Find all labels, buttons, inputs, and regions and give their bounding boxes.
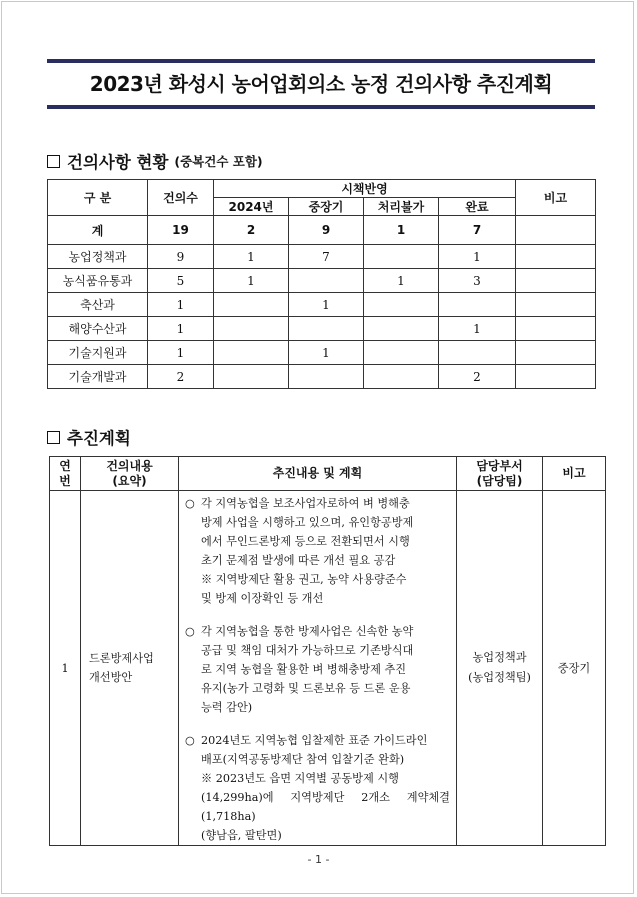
total-longterm: 9: [289, 216, 364, 245]
circle-bullet-icon: ○: [185, 625, 195, 638]
cell-longterm: 1: [289, 293, 364, 317]
header-impossible: 처리불가: [364, 198, 439, 216]
cell-2024: [214, 341, 289, 365]
cell-remark: [516, 245, 596, 269]
plan-block: [185, 622, 450, 717]
cell-done: 1: [439, 317, 516, 341]
plan-line: ※ 지역방제단 활용 권고, 농약 사용량준수: [201, 573, 407, 586]
dept-line1: 농업정책과: [472, 651, 527, 664]
checkbox-square-icon: [47, 431, 60, 444]
header-reflect: 시책반영: [214, 180, 516, 198]
cell-longterm: [289, 317, 364, 341]
cell-remark: [516, 365, 596, 389]
plan-line: 공급 및 책임 대처가 가능하므로 기존방식대: [201, 644, 414, 657]
dept-name: 기술개발과: [48, 365, 148, 389]
row-number: 1: [50, 491, 81, 846]
header-no: [50, 457, 81, 491]
table-row: [48, 269, 596, 293]
cell-remark: [516, 269, 596, 293]
header-dept-line2: (담당팀): [476, 473, 523, 488]
header-dept: [457, 457, 543, 491]
plan-block: [185, 494, 450, 608]
section-heading-plan: [47, 425, 131, 449]
cell-2024: [214, 317, 289, 341]
cell-impossible: [364, 317, 439, 341]
summary-line2: 개선방안: [89, 671, 133, 684]
total-impossible: 1: [364, 216, 439, 245]
cell-impossible: [364, 293, 439, 317]
cell-done: 2: [439, 365, 516, 389]
plan-line: (14,299ha)에 지역방제단 2개소 계약체결(1,718ha): [201, 791, 450, 823]
plan-line: ※ 2023년도 읍면 지역별 공동방제 시행: [201, 772, 399, 785]
table-row: [50, 491, 606, 846]
plan-line: 각 지역농협을 통한 방제사업은 신속한 농약: [201, 625, 414, 638]
cell-count: 2: [148, 365, 214, 389]
total-remark: [516, 216, 596, 245]
row-summary: [81, 491, 179, 846]
page-number: - 1 -: [307, 853, 330, 866]
page-title: 2023년 화성시 농어업회의소 농정 건의사항 추진계획: [89, 72, 553, 96]
dept-name: 기술지원과: [48, 341, 148, 365]
plan-line: 방제 사업을 시행하고 있으며, 유인항공방제: [201, 516, 414, 529]
table-row: [48, 341, 596, 365]
dept-name: 농업정책과: [48, 245, 148, 269]
cell-remark: [516, 317, 596, 341]
cell-impossible: [364, 245, 439, 269]
summary-line1: 드론방제사업: [89, 652, 154, 665]
table-row: [48, 317, 596, 341]
cell-2024: 1: [214, 245, 289, 269]
cell-remark: [516, 293, 596, 317]
title-band: [47, 59, 595, 109]
section-note: (중복건수 포함): [174, 154, 263, 169]
header-remark: 비고: [543, 457, 606, 491]
cell-remark: [516, 341, 596, 365]
plan-line: 로 지역 농협을 활용한 벼 병해충방제 추진: [201, 663, 407, 676]
plan-table: [49, 456, 606, 846]
cell-impossible: [364, 365, 439, 389]
plan-line: 및 방제 이장확인 등 개선: [201, 592, 324, 605]
row-dept: [457, 491, 543, 846]
circle-bullet-icon: ○: [185, 497, 195, 510]
total-label: 계: [48, 216, 148, 245]
plan-line: 초기 문제점 발생에 따른 개선 필요 공감: [201, 554, 396, 567]
total-done: 7: [439, 216, 516, 245]
plan-line: 배포(지역공동방제단 참여 입찰기준 완화): [201, 753, 405, 766]
header-count: 건의수: [148, 180, 214, 216]
cell-2024: [214, 293, 289, 317]
header-no-line1: 연: [59, 458, 71, 473]
header-2024: 2024년: [214, 198, 289, 216]
table-row: [48, 365, 596, 389]
checkbox-square-icon: [47, 155, 60, 168]
table-row: [48, 293, 596, 317]
total-count: 19: [148, 216, 214, 245]
cell-longterm: 1: [289, 341, 364, 365]
total-2024: 2: [214, 216, 289, 245]
cell-impossible: [364, 341, 439, 365]
header-remark: 비고: [516, 180, 596, 216]
total-row: [48, 216, 596, 245]
dept-line2: (농업정책팀): [468, 671, 531, 684]
status-table: [47, 179, 596, 389]
section-heading-status: [47, 149, 263, 173]
cell-count: 1: [148, 317, 214, 341]
header-longterm: 중장기: [289, 198, 364, 216]
section-title: 건의사항 현황: [67, 153, 169, 172]
section-title: 추진계획: [67, 429, 131, 448]
dept-name: 농식품유통과: [48, 269, 148, 293]
header-no-line2: 번: [59, 473, 71, 488]
cell-done: [439, 341, 516, 365]
cell-2024: 1: [214, 269, 289, 293]
circle-bullet-icon: ○: [185, 734, 195, 747]
row-remark: 중장기: [543, 491, 606, 846]
cell-done: [439, 293, 516, 317]
header-summary-line1: 건의내용: [106, 458, 153, 473]
header-dept-line1: 담당부서: [476, 458, 523, 473]
plan-line: 에서 무인드론방제 등으로 전환되면서 시행: [201, 535, 410, 548]
plan-line: (향남읍, 팔탄면): [201, 829, 282, 842]
cell-count: 1: [148, 341, 214, 365]
cell-longterm: [289, 365, 364, 389]
cell-count: 1: [148, 293, 214, 317]
cell-count: 5: [148, 269, 214, 293]
plan-line: 2024년도 지역농협 입찰제한 표준 가이드라인: [201, 734, 428, 747]
cell-done: 3: [439, 269, 516, 293]
plan-block: [185, 731, 450, 845]
table-row: [48, 245, 596, 269]
header-category: 구 분: [48, 180, 148, 216]
cell-longterm: 7: [289, 245, 364, 269]
plan-content: [179, 491, 457, 846]
plan-line: 각 지역농협을 보조사업자로하여 벼 병해충: [201, 497, 410, 510]
header-summary: [81, 457, 179, 491]
dept-name: 해양수산과: [48, 317, 148, 341]
cell-2024: [214, 365, 289, 389]
dept-name: 축산과: [48, 293, 148, 317]
header-done: 완료: [439, 198, 516, 216]
plan-line: 능력 감안): [201, 701, 253, 714]
cell-longterm: [289, 269, 364, 293]
cell-count: 9: [148, 245, 214, 269]
cell-done: 1: [439, 245, 516, 269]
title-rule-bottom: [47, 105, 595, 109]
cell-impossible: 1: [364, 269, 439, 293]
header-plan: 추진내용 및 계획: [179, 457, 457, 491]
header-summary-line2: (요약): [112, 473, 147, 488]
plan-line: 유지(농가 고령화 및 드론보유 등 드론 운용: [201, 682, 411, 695]
